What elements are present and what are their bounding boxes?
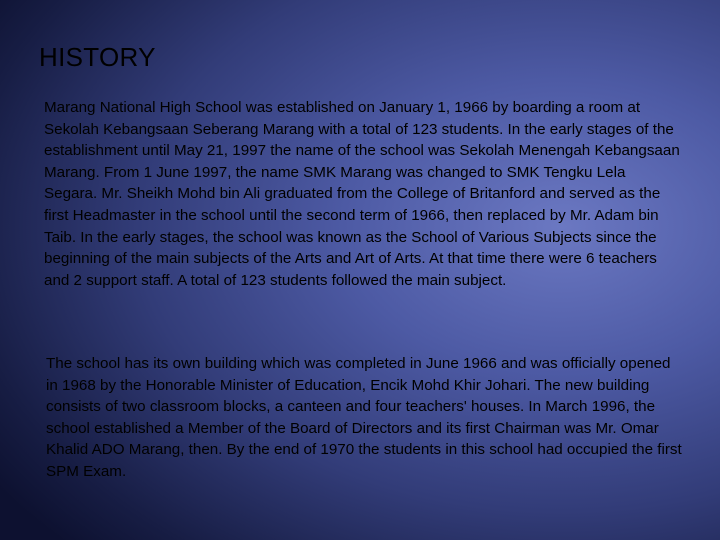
history-paragraph-2: The school has its own building which was completed in June 1966 and was officially opened in 1968 by the Honorable Minister of Education, Encik Mohd Khir Johari. The new building consists of two classroom blocks, a canteen and four teachers' houses. In March 1996, the school established a Member of the Board of Directors and its first Chairman was Mr. Omar Khalid ADO Marang, then. By the end of 1970 the students in this school had occupied the first SPM Exam. [46, 355, 682, 480]
history-paragraph-1: Marang National High School was established on January 1, 1966 by boarding a room at Sekolah Kebangsaan Seberang Marang with a total of 123 students. In the early stages of the establishment until May 21, 1997 the name of the school was Sekolah Menengah Kebangsaan Marang. From 1 June 1997, the name SMK Marang was changed to SMK Tengku Lela Segara. Mr. Sheikh Mohd bin Ali graduated from the College of Britanford and served as the first Headmaster in the school until the second term of 1966, then replaced by Mr. Adam bin Taib. In the early stages, the school was known as the School of Various Subjects since the beginning of the main subjects of the Arts and Art of Arts. At that time there were 6 teachers and 2 support staff. A total of 123 students followed the main subject. [44, 99, 680, 289]
slide-title: HISTORY [39, 42, 156, 72]
